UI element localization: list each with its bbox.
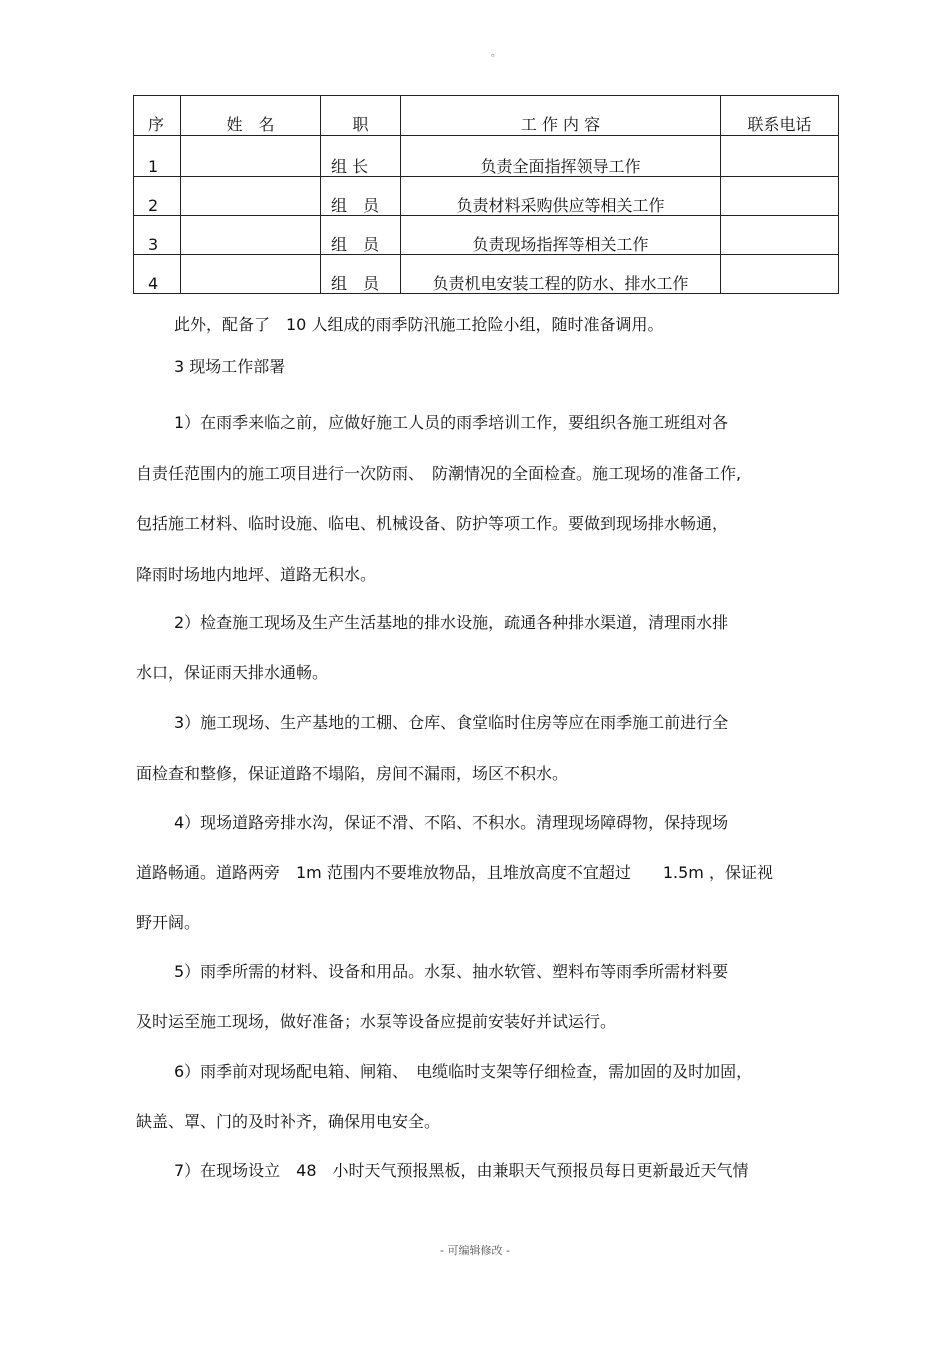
row-role: 组 员 (321, 255, 401, 294)
row-name (181, 177, 321, 216)
item-1-line-2: 自责任范围内的施工项目进行一次防雨、 防潮情况的全面检查。施工现场的准备工作, (136, 464, 742, 483)
item-3-line-2: 面检查和整修，保证道路不塌陷，房间不漏雨，场区不积水。 (136, 764, 569, 783)
table-header-row (134, 96, 839, 136)
header-content: 工 作 内 容 (401, 96, 721, 136)
row-phone (721, 136, 839, 177)
header-name: 姓 名 (181, 96, 321, 136)
row-name (181, 136, 321, 177)
header-phone: 联系电话 (721, 96, 839, 136)
table-row (134, 136, 839, 177)
item-3-line-1: 3）施工现场、生产基地的工棚、仓库、食堂临时住房等应在雨季施工前进行全 (174, 713, 729, 732)
item-1-line-1: 1）在雨季来临之前，应做好施工人员的雨季培训工作，要组织各施工班组对各 (174, 413, 729, 432)
table-row (134, 177, 839, 216)
section-title: 3 现场工作部署 (174, 357, 286, 376)
row-seq: 3 (134, 216, 181, 255)
item-2-line-1: 2）检查施工现场及生产生活基地的排水设施，疏通各种排水渠道，清理雨水排 (174, 613, 729, 632)
item-4-line-3: 野开阔。 (136, 913, 201, 932)
row-content: 负责全面指挥领导工作 (401, 136, 721, 177)
item-4-line-2: 道路畅通。道路两旁 1m 范围内不要堆放物品，且堆放高度不宜超过 1.5m ，保证视 (136, 863, 773, 882)
item-1-line-3: 包括施工材料、临时设施、临电、机械设备、防护等项工作。要做到现场排水畅通， (136, 514, 729, 533)
intro-paragraph: 此外，配备了 10 人组成的雨季防汛施工抢险小组，随时准备调用。 (174, 315, 664, 334)
row-role: 组 长 (321, 136, 401, 177)
row-content: 负责材料采购供应等相关工作 (401, 177, 721, 216)
footer-text: - 可编辑修改 - (440, 1244, 510, 1257)
row-role: 组 员 (321, 177, 401, 216)
row-name (181, 255, 321, 294)
row-content: 负责现场指挥等相关工作 (401, 216, 721, 255)
item-4-line-1: 4）现场道路旁排水沟，保证不滑、不陷、不积水。清理现场障碍物，保持现场 (174, 813, 729, 832)
header-role: 职 (321, 96, 401, 136)
row-name (181, 216, 321, 255)
item-7-line-1: 7）在现场设立 48 小时天气预报黑板，由兼职天气预报员每日更新最近天气情 (174, 1161, 749, 1180)
item-1-line-4: 降雨时场地内地坪、道路无积水。 (136, 565, 377, 584)
header-seq: 序 (134, 96, 181, 136)
item-6-line-2: 缺盖、罩、门的及时补齐，确保用电安全。 (136, 1112, 441, 1131)
staff-table (133, 95, 839, 294)
row-seq: 4 (134, 255, 181, 294)
row-role: 组 员 (321, 216, 401, 255)
item-6-line-1: 6）雨季前对现场配电箱、闸箱、 电缆临时支架等仔细检查，需加固的及时加固， (174, 1062, 753, 1081)
row-seq: 1 (134, 136, 181, 177)
row-seq: 2 (134, 177, 181, 216)
row-phone (721, 255, 839, 294)
table-row (134, 255, 839, 294)
row-phone (721, 177, 839, 216)
row-phone (721, 216, 839, 255)
item-5-line-1: 5）雨季所需的材料、设备和用品。水泵、抽水软管、塑料布等雨季所需材料要 (174, 962, 729, 981)
item-2-line-2: 水口，保证雨天排水通畅。 (136, 663, 329, 682)
table-row (134, 216, 839, 255)
row-content: 负责机电安装工程的防水、排水工作 (401, 255, 721, 294)
item-5-line-2: 及时运至施工现场，做好准备；水泵等设备应提前安装好并试运行。 (136, 1012, 617, 1031)
header-mark: 。 (491, 48, 501, 59)
